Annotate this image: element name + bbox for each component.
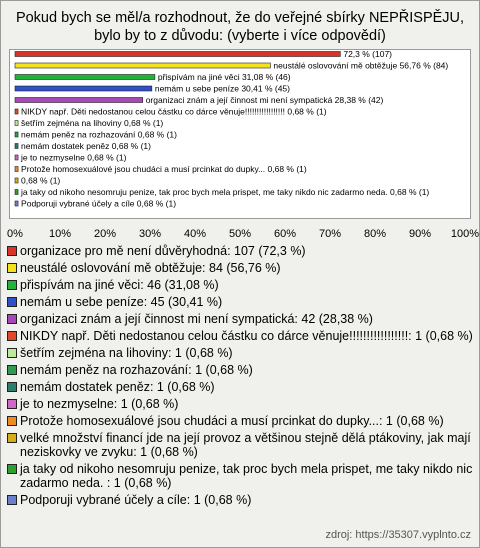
legend-label: je to nezmyselne: 1 (0,68 %)	[20, 397, 179, 411]
bar-data-label: neustálé oslovování mě obtěžuje 56,76 % (84)	[273, 60, 449, 71]
legend-label: nemám dostatek peněz: 1 (0,68 %)	[20, 380, 215, 394]
legend-label: NIKDY např. Děti nedostanou celou částku co dárce věnuje!!!!!!!!!!!!!!!!!: 1 (0,68 %)	[20, 329, 473, 343]
bar	[15, 144, 18, 149]
bar	[15, 201, 18, 206]
legend-item	[7, 397, 475, 411]
legend-label: Protože homosexuálové jsou chudáci a musí prcinkat do dupky...: 1 (0,68 %)	[20, 414, 444, 428]
x-tick-label: 70%	[318, 228, 342, 240]
legend-item	[7, 414, 475, 428]
bar	[15, 98, 143, 103]
legend-item	[7, 278, 475, 292]
bar-data-label: nemám u sebe peníze 30,41 % (45)	[154, 83, 290, 94]
legend-item	[7, 295, 475, 309]
bar	[15, 86, 152, 91]
x-tick-label: 10%	[48, 228, 72, 240]
legend-label: Podporuji vybrané účely a cíle: 1 (0,68 %)	[20, 493, 252, 507]
bar-data-label: organizaci znám a její činnost mi není sympatická 28,38 % (42)	[145, 95, 384, 105]
bar-data-label: Podporuji vybrané účely a cíle 0,68 % (1)	[21, 198, 177, 209]
legend-swatch	[7, 348, 17, 358]
bar-data-label: 72,3 % (107)	[343, 49, 393, 59]
source-note: zdroj: https://35307.vyplnto.cz	[325, 529, 471, 541]
bar	[15, 155, 18, 160]
bar	[15, 190, 18, 195]
legend-item	[7, 431, 475, 459]
bar-data-label: 0,68 % (1)	[21, 175, 61, 186]
legend-item	[7, 329, 475, 343]
legend-label: ja taky od nikoho nesomruju penize, tak proc bych mela prispet, me taky nikdo nic zadarmo neda. : 1 (0,68 %)	[20, 462, 473, 490]
legend-swatch	[7, 365, 17, 375]
legend-label: šetřím zejména na lihoviny: 1 (0,68 %)	[20, 346, 233, 360]
legend-swatch	[7, 416, 17, 426]
chart-title-line: bylo by to z důvodu: (vyberte i více odpovědí)	[94, 28, 386, 44]
bar	[15, 109, 18, 114]
legend-label: přispívám na jiné věci: 46 (31,08 %)	[20, 278, 219, 292]
bar-data-label: přispívám na jiné věci 31,08 % (46)	[157, 72, 291, 82]
bar-data-label: Protože homosexuálové jsou chudáci a musí prcinkat do dupky... 0,68 % (1)	[21, 164, 307, 174]
legend-item	[7, 346, 475, 360]
x-tick-label: 0%	[7, 228, 23, 240]
x-tick-label: 40%	[183, 228, 207, 240]
bar-chart	[1, 1, 479, 241]
legend-item	[7, 363, 475, 377]
legend-item	[7, 462, 475, 490]
chart-legend	[7, 244, 475, 510]
bar	[15, 178, 18, 183]
legend-item	[7, 380, 475, 394]
x-tick-label: 100%	[450, 228, 479, 240]
bar-data-label: je to nezmyselne 0,68 % (1)	[21, 152, 127, 163]
bar	[15, 52, 340, 57]
legend-swatch	[7, 280, 17, 290]
x-tick-label: 30%	[138, 228, 162, 240]
legend-label: nemám u sebe peníze: 45 (30,41 %)	[20, 295, 223, 309]
legend-item	[7, 493, 475, 507]
bar-data-label: šetřím zejména na lihoviny 0,68 % (1)	[21, 118, 164, 128]
legend-item	[7, 261, 475, 275]
legend-swatch	[7, 433, 17, 443]
bar-data-label: NIKDY např. Děti nedostanou celou částku co dárce věnuje!!!!!!!!!!!!!!!!! 0,68 % (1)	[21, 106, 327, 117]
bar	[15, 121, 18, 126]
legend-swatch	[7, 464, 17, 474]
x-tick-label: 50%	[228, 228, 252, 240]
legend-swatch	[7, 382, 17, 392]
legend-swatch	[7, 314, 17, 324]
bar-data-label: nemám peněz na rozhazování 0,68 % (1)	[21, 129, 177, 140]
bar	[15, 63, 270, 68]
legend-swatch	[7, 331, 17, 341]
legend-item	[7, 244, 475, 258]
x-tick-label: 90%	[408, 228, 432, 240]
legend-swatch	[7, 297, 17, 307]
bar	[15, 132, 18, 137]
bar	[15, 75, 155, 80]
legend-swatch	[7, 495, 17, 505]
legend-label: organizace pro mě není důvěryhodná: 107 (72,3 %)	[20, 244, 306, 258]
legend-item	[7, 312, 475, 326]
bar-data-label: ja taky od nikoho nesomruju penize, tak proc bych mela prispet, me taky nikdo nic zadarmo neda. 0,68 % (1)	[21, 187, 430, 197]
legend-label: velké množství financí jde na její provoz a většinou stejně dělá ptákoviny, jak mají neziskovky ve zvyku: 1 (0,68 %)	[20, 431, 471, 459]
legend-swatch	[7, 399, 17, 409]
legend-label: neustálé oslovování mě obtěžuje: 84 (56,76 %)	[20, 261, 281, 275]
legend-label: organizaci znám a její činnost mi není sympatická: 42 (28,38 %)	[20, 312, 373, 326]
legend-label: nemám peněz na rozhazování: 1 (0,68 %)	[20, 363, 253, 377]
legend-swatch	[7, 263, 17, 273]
x-tick-label: 60%	[273, 228, 297, 240]
chart-title-line: Pokud bych se měl/a rozhodnout, že do veřejné sbírky NEPŘISPĚJU,	[15, 10, 465, 26]
x-tick-label: 80%	[363, 228, 387, 240]
bar	[15, 167, 18, 172]
x-tick-label: 20%	[93, 228, 117, 240]
bar-data-label: nemám dostatek peněz 0,68 % (1)	[21, 141, 151, 151]
legend-swatch	[7, 246, 17, 256]
